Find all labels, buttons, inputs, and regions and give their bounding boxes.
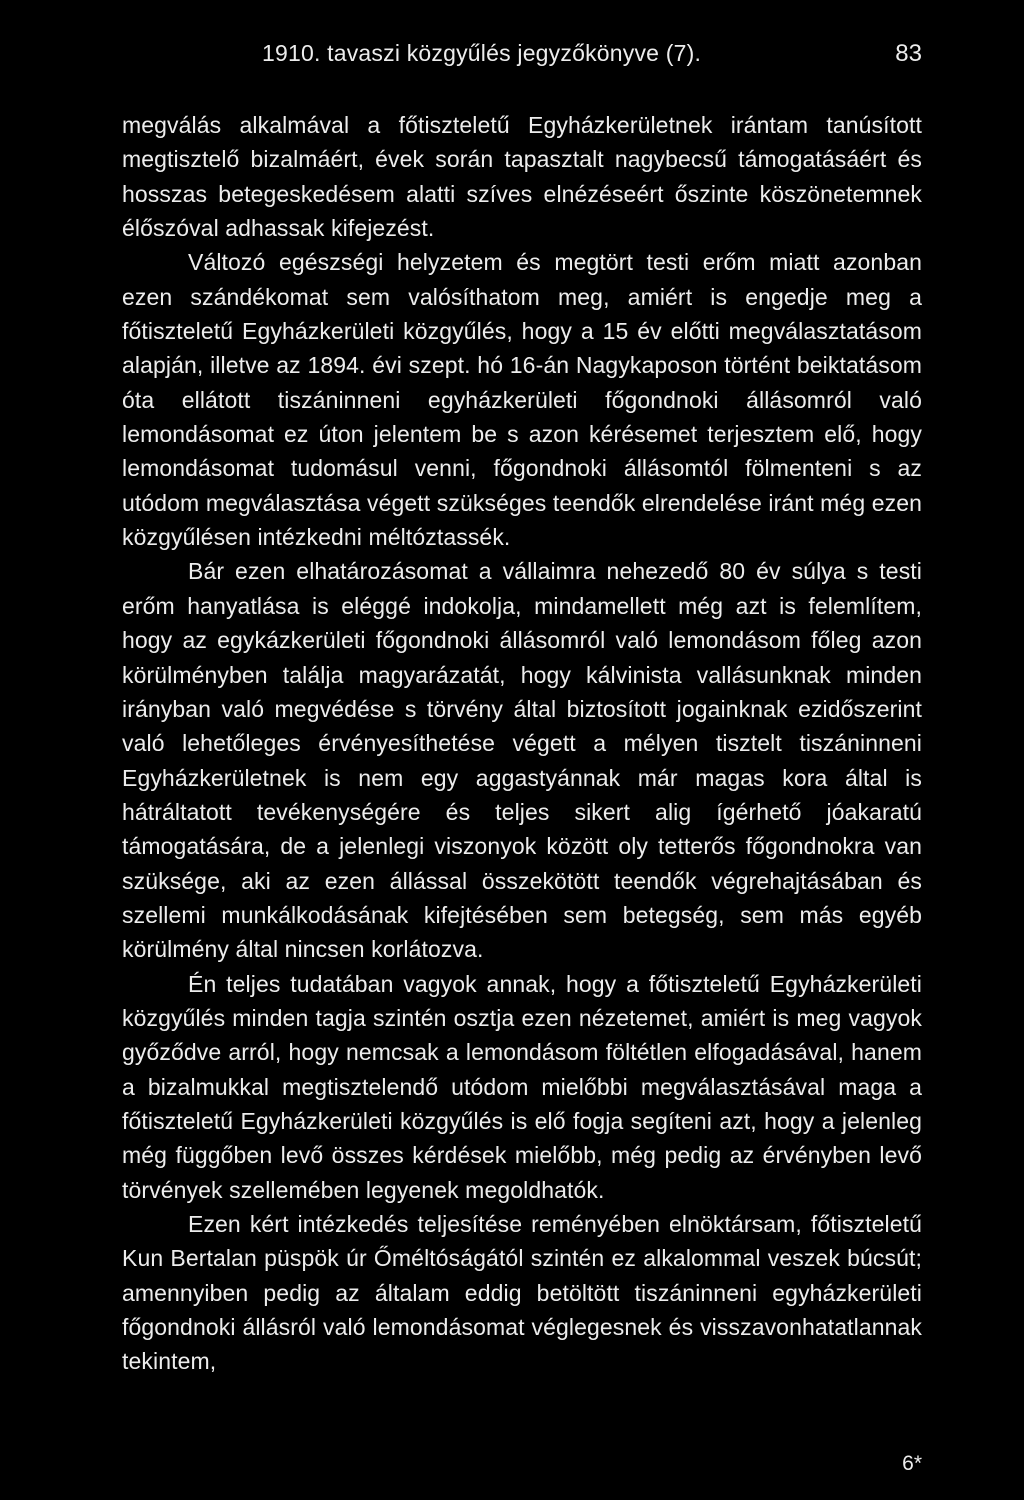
paragraph-1: megválás alkalmával a főtiszteletű Egyházkerületnek irántam tanúsított megtisztelő bizalmáért, évek során tapasztalt nagybecsű támogatásáért és hosszas betegeskedésem alatti szíves elnézéseért őszinte köszönetemnek élőszóval adhassak kifejezést.: [122, 112, 922, 242]
paragraph-5: Ezen kért intézkedés teljesítése reményében elnöktársam, főtiszteletű Kun Bertalan püspök úr Őméltóságától szintén ez alkalommal veszek búcsút; amennyiben pedig az általam eddig betöltött tiszáninneni egyházkerületi főgondnoki állásról való lemondásomat véglegesnek és visszavonhatatlannak tekintem,: [122, 1211, 922, 1375]
page-number: 83: [895, 40, 922, 67]
header-title: 1910. tavaszi közgyűlés jegyzőkönyve (7).: [262, 40, 702, 66]
body-text: [122, 108, 922, 1379]
running-header: [122, 40, 922, 76]
paragraph-2: Változó egészségi helyzetem és megtört testi erőm miatt azonban ezen szándékomat sem valósíthatom meg, amiért is engedje meg a főtiszteletű Egyházkerületi közgyűlés, hogy a 15 év előtti megválasztatásom alapján, illetve az 1894. évi szept. hó 16-án Nagykaposon történt beiktatásom óta ellátott tiszáninneni egyházkerületi főgondnoki állásomról való lemondásomat ez úton jelentem be s azon kérésemet terjesztem elő, hogy lemondásomat tudomásul venni, főgondnoki állásomtól fölmenteni s az utódom megválasztása végett szükséges teendők elrendelése iránt még ezen közgyűlésen intézkedni méltóztassék.: [122, 249, 922, 551]
paragraph-4: Én teljes tudatában vagyok annak, hogy a főtiszteletű Egyházkerületi közgyűlés minden tagja szintén osztja ezen nézetemet, amiért is meg vagyok győződve arról, hogy nemcsak a lemondásom föltétlen elfogadásával, hanem a bizalmukkal megtisztelendő utódom mielőbbi megválasztásával maga a főtiszteletű Egyházkerületi közgyűlés is elő fogja segíteni azt, hogy a jelenleg még függőben levő összes kérdések mielőbb, még pedig az érvényben levő törvények szellemében legyenek megoldhatók.: [122, 970, 922, 1203]
signature-mark: 6*: [902, 1452, 922, 1475]
paragraph-3: Bár ezen elhatározásomat a vállaimra nehezedő 80 év súlya s testi erőm hanyatlása is eléggé indokolja, mindamellett még azt is felemlítem, hogy az egykázkerületi főgondnoki állásomról való lemondásom főleg azon körülményben találja magyarázatát, hogy kálvinista vallásunknak minden irányban való megvédése s törvény által biztosított jogainknak ezidőszerint való lehetőleges érvényesíthetése végett a mélyen tisztelt tiszáninneni Egyházkerületnek is nem egy aggastyánnak már magas kora által is hátráltatott tevékenységére és teljes sikert alig ígérhető jóakaratú támogatására, de a jelenlegi viszonyok között oly tetterős főgondnokra van szüksége, aki az ezen állással összekötött teendők végrehajtásában és szellemi munkálkodásának kifejtésében sem betegség, sem más egyéb körülmény által nincsen korlátozva.: [122, 558, 922, 963]
